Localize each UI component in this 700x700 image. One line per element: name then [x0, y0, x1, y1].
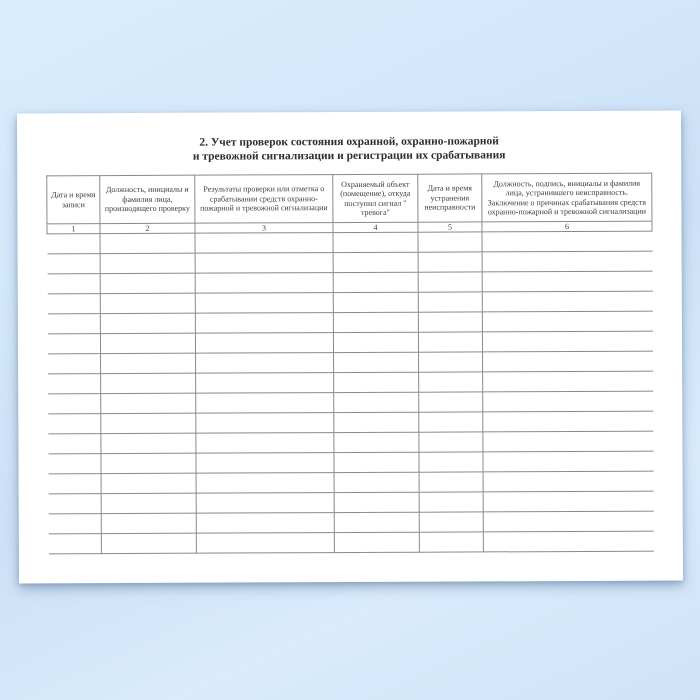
empty-cell: [483, 531, 653, 552]
empty-cell: [196, 413, 334, 434]
log-table-body: [47, 231, 653, 554]
empty-cell: [101, 433, 196, 453]
empty-cell: [334, 512, 419, 532]
empty-cell: [482, 331, 652, 352]
empty-cell: [419, 412, 483, 432]
column-header-fixer-conclusion: Должность, подпись, инициалы и фамилия лица, устранившего неисправность. Заключение о причинах срабатывания средств охранно-пожарной и тревожной сигнализации: [482, 173, 652, 222]
empty-cell: [418, 332, 482, 352]
empty-cell: [47, 254, 100, 274]
empty-cell: [100, 253, 195, 273]
empty-cell: [482, 311, 652, 332]
log-table: [46, 173, 654, 555]
empty-cell: [482, 231, 652, 252]
empty-cell: [419, 472, 483, 492]
empty-cell: [101, 533, 196, 553]
empty-cell: [482, 251, 652, 272]
empty-cell: [419, 512, 483, 532]
column-number: 4: [333, 222, 418, 232]
empty-cell: [196, 433, 334, 454]
empty-cell: [101, 393, 196, 413]
empty-cell: [48, 394, 101, 414]
table-row: [48, 491, 653, 514]
empty-cell: [334, 452, 419, 472]
column-header-results: Результаты проверки или отметка о срабатывании средств охранно-пожарной и тревожной сигнализации: [195, 175, 333, 224]
empty-cell: [483, 371, 653, 392]
empty-cell: [334, 352, 419, 372]
empty-cell: [419, 352, 483, 372]
empty-cell: [196, 393, 334, 414]
page-title: [17, 134, 681, 165]
empty-cell: [418, 292, 482, 312]
empty-cell: [334, 432, 419, 452]
empty-cell: [483, 391, 653, 412]
empty-cell: [482, 271, 652, 292]
table-row: [48, 431, 653, 454]
table-row: [48, 351, 653, 374]
empty-cell: [483, 351, 653, 372]
empty-cell: [195, 273, 333, 294]
empty-cell: [196, 353, 334, 374]
table-row: [48, 451, 653, 474]
table-row: [47, 291, 652, 314]
table-row: [48, 471, 653, 494]
empty-cell: [100, 313, 195, 333]
empty-cell: [419, 432, 483, 452]
empty-cell: [418, 312, 482, 332]
empty-cell: [483, 511, 653, 532]
empty-cell: [334, 492, 419, 512]
empty-cell: [48, 354, 101, 374]
empty-cell: [419, 452, 483, 472]
empty-cell: [100, 293, 195, 313]
empty-cell: [47, 314, 100, 334]
empty-cell: [333, 252, 418, 272]
empty-cell: [195, 293, 333, 314]
table-row: [48, 531, 653, 554]
empty-cell: [334, 412, 419, 432]
empty-cell: [418, 252, 482, 272]
empty-cell: [196, 513, 334, 534]
table-row: [47, 231, 652, 254]
table-row: [48, 511, 653, 534]
empty-cell: [47, 234, 100, 254]
empty-cell: [48, 414, 101, 434]
empty-cell: [48, 374, 101, 394]
table-row: [47, 251, 652, 274]
empty-cell: [483, 451, 653, 472]
empty-cell: [48, 514, 101, 534]
journal-page: [17, 111, 683, 584]
empty-cell: [101, 373, 196, 393]
empty-cell: [48, 434, 101, 454]
column-number: 6: [482, 221, 652, 232]
empty-cell: [333, 232, 418, 252]
empty-cell: [334, 472, 419, 492]
empty-cell: [101, 473, 196, 493]
empty-cell: [333, 312, 418, 332]
empty-cell: [333, 272, 418, 292]
empty-cell: [48, 494, 101, 514]
empty-cell: [101, 493, 196, 513]
empty-cell: [419, 372, 483, 392]
empty-cell: [47, 274, 100, 294]
empty-cell: [196, 493, 334, 514]
table-row: [48, 371, 653, 394]
empty-cell: [483, 411, 653, 432]
empty-cell: [100, 233, 195, 253]
empty-cell: [101, 413, 196, 433]
page-title-line-1: 2. Учет проверок состояния охранной, охранно-пожарной: [199, 135, 499, 149]
empty-cell: [418, 232, 482, 252]
column-header-fix-date-time: Дата и время устранения неисправности: [418, 174, 482, 222]
empty-cell: [483, 471, 653, 492]
empty-cell: [333, 292, 418, 312]
empty-cell: [333, 332, 418, 352]
column-number: 1: [47, 224, 100, 234]
empty-cell: [196, 473, 334, 494]
empty-cell: [419, 532, 483, 552]
empty-cell: [196, 453, 334, 474]
empty-cell: [47, 294, 100, 314]
empty-cell: [100, 333, 195, 353]
empty-cell: [483, 431, 653, 452]
table-row: [48, 391, 653, 414]
column-number: 5: [418, 222, 482, 232]
empty-cell: [419, 392, 483, 412]
empty-cell: [334, 372, 419, 392]
table-row: [47, 331, 652, 354]
column-header-protected-object: Охраняемый объект (помещение), откуда поступил сигнал " тревога": [333, 174, 418, 222]
empty-cell: [101, 353, 196, 373]
empty-cell: [483, 491, 653, 512]
empty-cell: [419, 492, 483, 512]
empty-cell: [334, 392, 419, 412]
empty-cell: [418, 272, 482, 292]
column-header-inspector: Должность, инициалы и фамилия лица, производящего проверку: [100, 175, 195, 223]
header-row: [47, 173, 652, 224]
empty-cell: [482, 291, 652, 312]
empty-cell: [48, 534, 101, 554]
empty-cell: [196, 533, 334, 554]
empty-cell: [47, 334, 100, 354]
page-title-line-2: и тревожной сигнализации и регистрации их срабатывания: [192, 149, 506, 163]
empty-cell: [195, 233, 333, 254]
empty-cell: [100, 273, 195, 293]
table-row: [47, 311, 652, 334]
empty-cell: [195, 313, 333, 334]
empty-cell: [48, 454, 101, 474]
empty-cell: [196, 373, 334, 394]
column-number: 3: [195, 223, 333, 234]
empty-cell: [195, 253, 333, 274]
empty-cell: [334, 532, 419, 552]
empty-cell: [48, 474, 101, 494]
table-row: [47, 271, 652, 294]
table-row: [48, 411, 653, 434]
column-header-date-time: Дата и время записи: [47, 176, 100, 224]
empty-cell: [101, 513, 196, 533]
empty-cell: [101, 453, 196, 473]
column-number: 2: [100, 223, 195, 233]
empty-cell: [195, 333, 333, 354]
